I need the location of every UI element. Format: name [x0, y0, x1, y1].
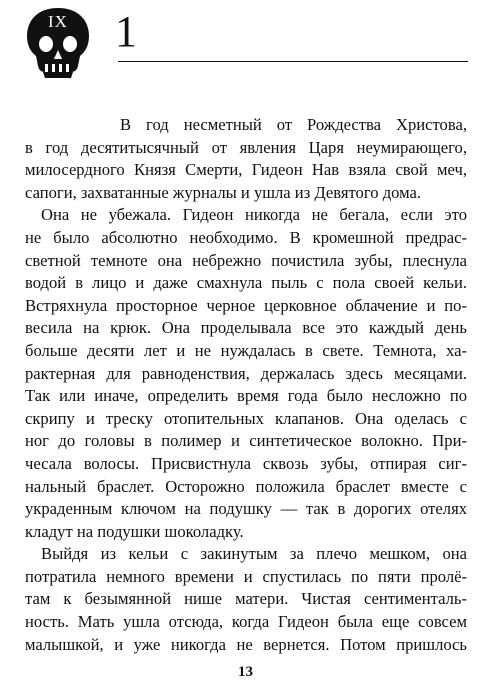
text-line: потратила немного времени и спустилась по пяти пролё- — [25, 566, 467, 586]
chapter-roman-numeral: IX — [48, 12, 68, 31]
text-line: скрипу и треску отопительных клапанов. Она оделась с — [25, 408, 467, 428]
text-line: водой в лицо и даже смахнула пыль с пола своей кельи. — [25, 273, 467, 293]
text-line: кладут на подушки шоколадку. — [25, 521, 244, 541]
text-line: В год несметный от Рождества Христова, — [120, 115, 467, 134]
text-line: там к безымянной нише матери. Чистая сентименталь- — [25, 589, 467, 609]
text-line: в год десятитысячный от явления Царя неумирающего, — [25, 137, 467, 157]
page-number: 13 — [238, 664, 253, 680]
text-line: рактерная для равноденствия, держалась здесь месяцами. — [25, 363, 467, 383]
text-line: Встряхнула просторное черное церковное облачение и по- — [25, 295, 467, 315]
text-line: нальный браслет. Осторожно положила браслет вместе с — [25, 476, 467, 496]
text-line: больше десяти лет и не нуждалась в свете. Темнота, ха- — [25, 340, 467, 360]
text-line: не было абсолютно необходимо. В кромешной предрас- — [25, 227, 467, 247]
text-line: сапоги, захватанные журналы и ушла из Девятого дома. — [25, 182, 422, 202]
text-line: милосердного Князя Смерти, Гидеон Нав взяла свой меч, — [25, 160, 467, 180]
text-line: малышкой, и уже никогда не вернется. Потом пришлось — [25, 634, 467, 654]
text-line: украденным ключом на подушку — так в дорогих отелях — [25, 499, 467, 519]
text-line: Так или иначе, определить время года было несложно по — [25, 386, 467, 406]
chapter-rule — [118, 61, 468, 62]
text-line: ног до головы в полимер и синтетическое волокно. При- — [25, 431, 467, 451]
text-line: весила на крюк. Она проделывала все это каждый день — [25, 318, 467, 338]
text-line: ность. Мать ушла отсюда, когда Гидеон была еще совсем — [25, 612, 467, 632]
text-line: Выйдя из кельи с закинутым за плечо мешком, она — [41, 544, 467, 564]
chapter-body — [25, 114, 467, 656]
chapter-number: 1 — [115, 7, 137, 56]
text-line: светной темноте она небрежно почистила зубы, плеснула — [25, 250, 467, 270]
text-line: Она не убежала. Гидеон никогда не бегала, если это — [41, 205, 467, 225]
text-line: чесала волосы. Присвистнула сквозь зубы, отпирая сиг- — [25, 453, 467, 473]
